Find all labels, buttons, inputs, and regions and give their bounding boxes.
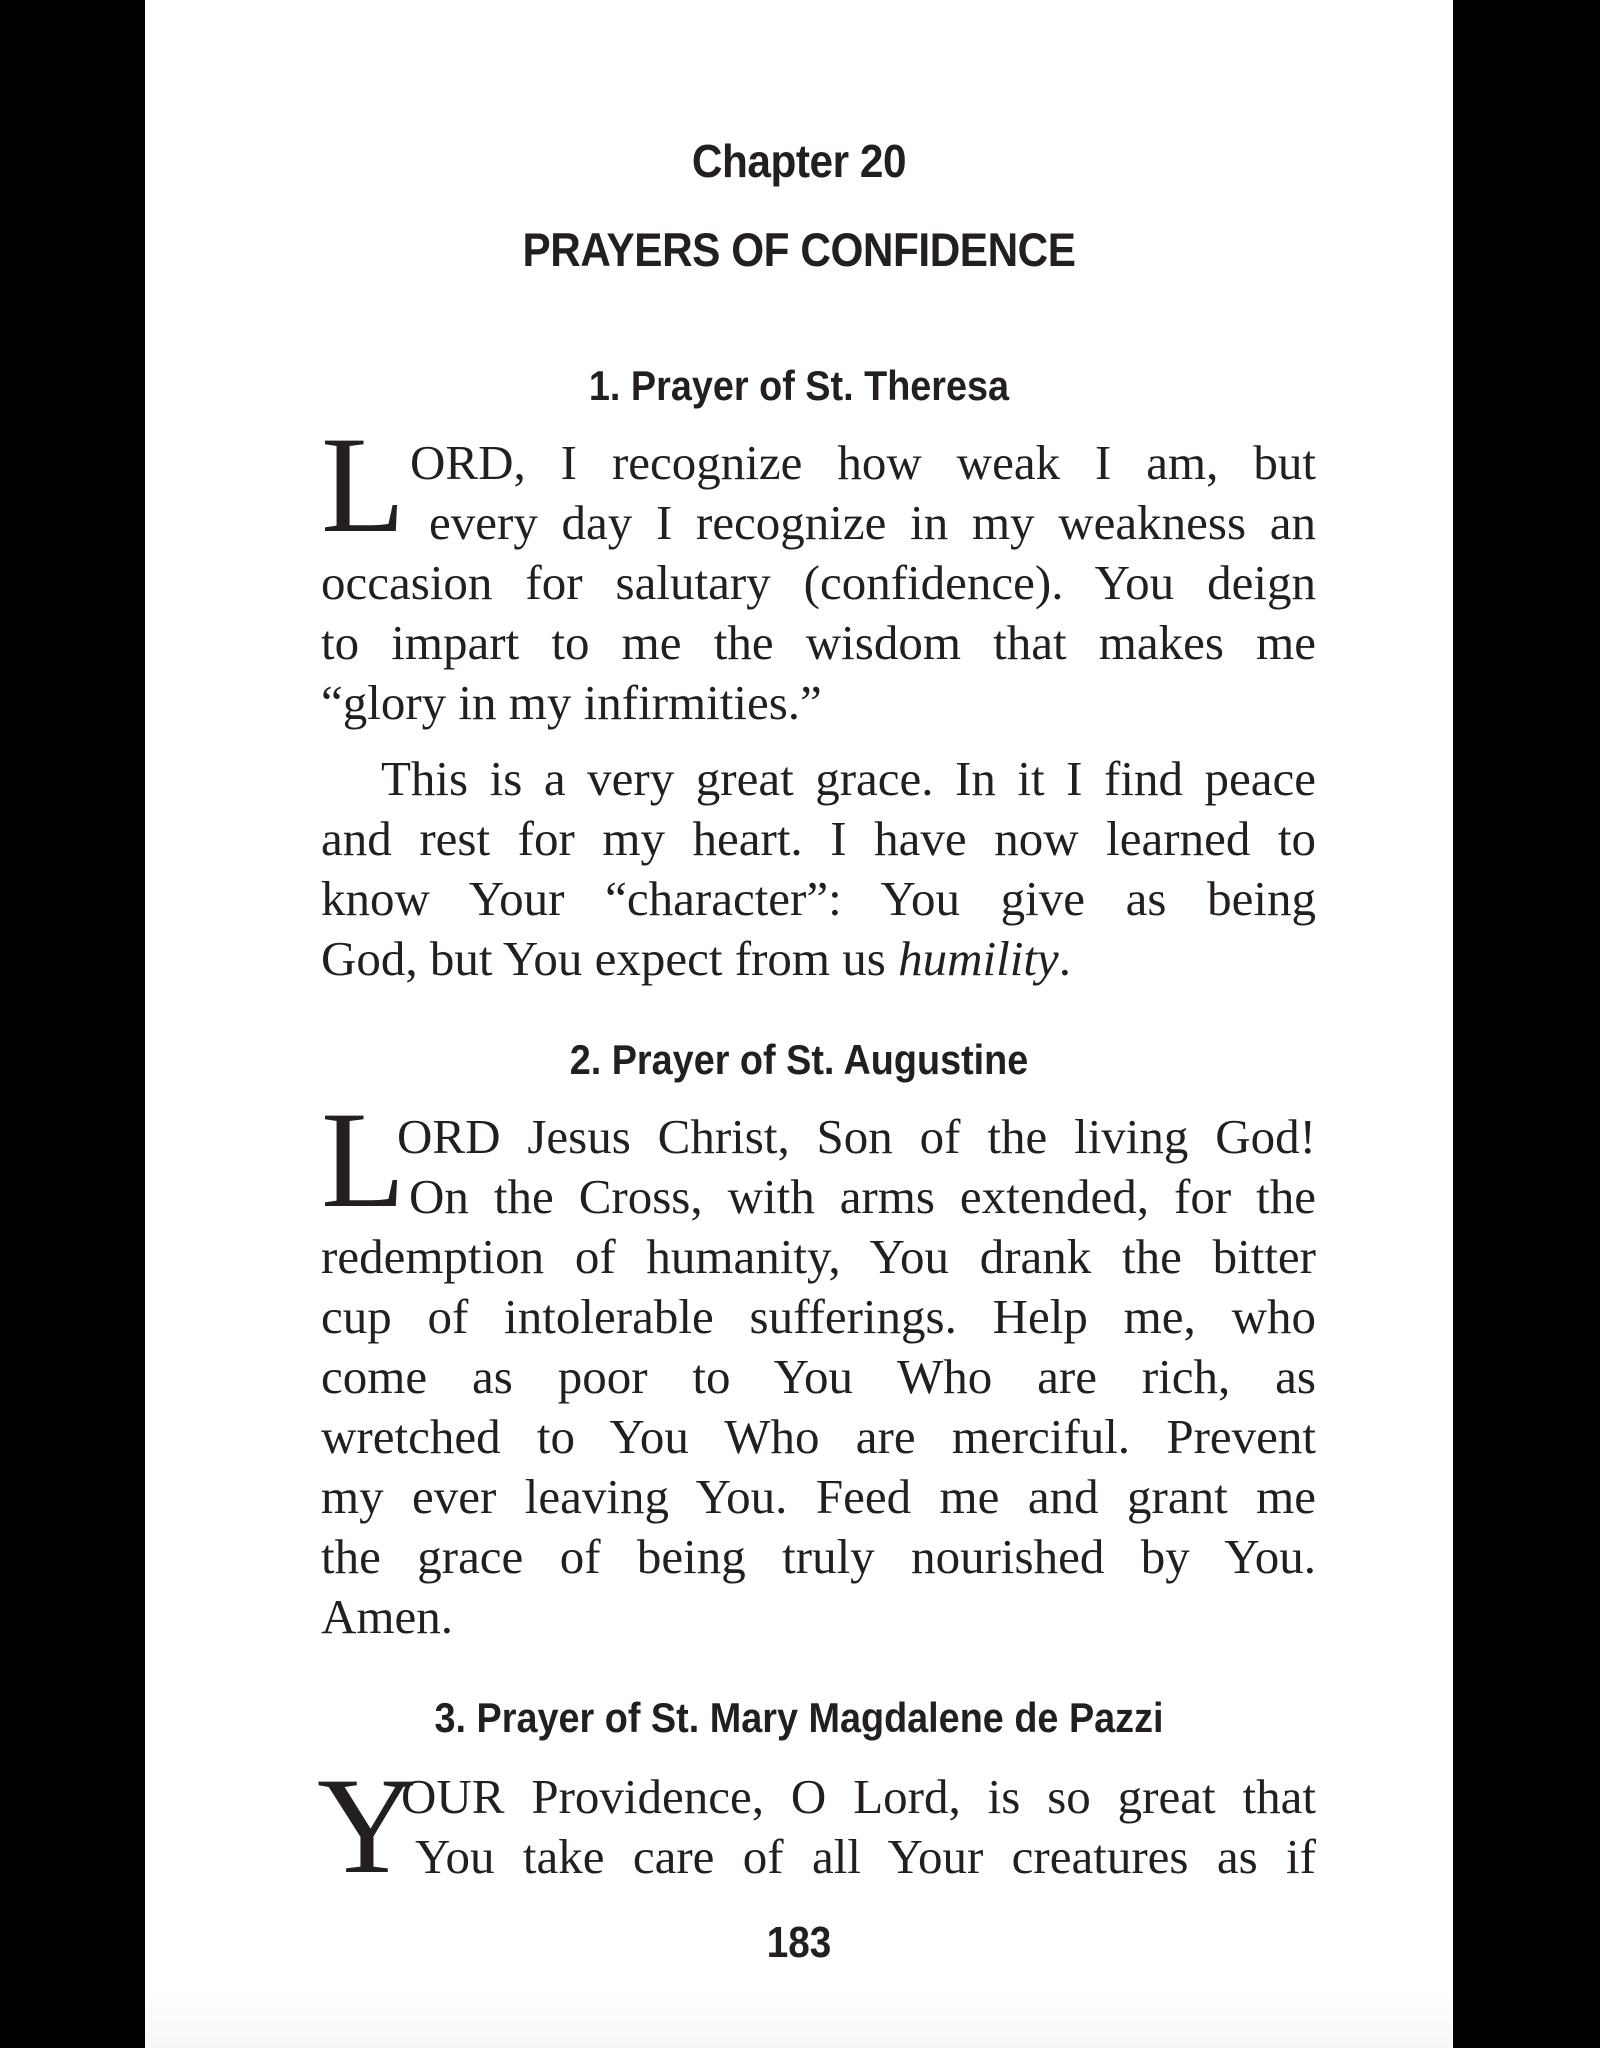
book-page (145, 0, 1453, 2048)
body-line: OUR Providence, O Lord, is so great that (401, 1769, 1316, 1824)
chapter-label: Chapter 20 (691, 135, 907, 187)
body-line: occasion for salutary (confidence). You deign (321, 555, 1316, 610)
chapter-title: PRAYERS OF CONFIDENCE (522, 223, 1076, 276)
emphasis-humility: humility (898, 931, 1059, 986)
body-line: You take care of all Your creatures as if (415, 1829, 1316, 1884)
body-line: wretched to You Who are merciful. Prevent (321, 1409, 1316, 1464)
body-line: to impart to me the wisdom that makes me (321, 615, 1316, 670)
body-line: cup of intolerable sufferings. Help me, who (321, 1289, 1316, 1344)
body-text: God, but You expect from us (321, 931, 886, 986)
body-line: ORD Jesus Christ, Son of the living God! (397, 1109, 1316, 1164)
body-line: my ever leaving You. Feed me and grant me (321, 1469, 1316, 1524)
body-line: know Your “character”: You give as being (321, 871, 1316, 926)
body-line: redemption of humanity, You drank the bitter (321, 1229, 1316, 1284)
body-line: Amen. (321, 1589, 453, 1644)
body-line: ORD, I recognize how weak I am, but (410, 435, 1316, 490)
section-heading-st-theresa: 1. Prayer of St. Theresa (588, 362, 1010, 409)
body-line: On the Cross, with arms extended, for the (409, 1169, 1316, 1224)
drop-cap: L (321, 408, 406, 561)
drop-cap: L (321, 1083, 406, 1236)
body-line: “glory in my infirmities.” (321, 675, 822, 730)
body-line: This is a very great grace. In it I find peace (381, 751, 1316, 806)
body-line: every day I recognize in my weakness an (429, 495, 1316, 550)
page-number: 183 (766, 1918, 832, 1967)
body-line: come as poor to You Who are rich, as (321, 1349, 1316, 1404)
punctuation: . (1058, 931, 1071, 986)
body-line (321, 929, 1316, 989)
body-line: the grace of being truly nourished by You. (321, 1529, 1316, 1584)
section-heading-st-augustine: 2. Prayer of St. Augustine (569, 1036, 1029, 1083)
drop-cap: Y (317, 1749, 417, 1902)
body-line: and rest for my heart. I have now learned to (321, 811, 1316, 866)
section-heading-st-mary-magdalene-de-pazzi: 3. Prayer of St. Mary Magdalene de Pazzi (434, 1694, 1164, 1741)
